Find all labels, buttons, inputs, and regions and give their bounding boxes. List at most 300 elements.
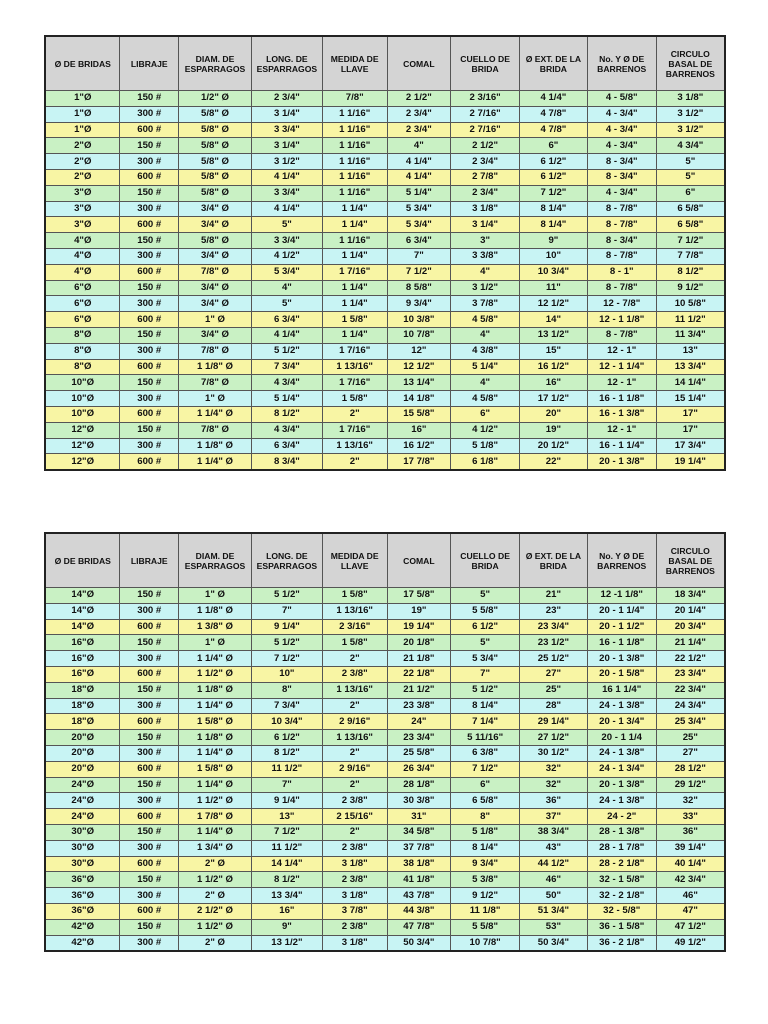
table-cell: 5"	[451, 635, 520, 651]
table-cell: 1 5/8"	[322, 588, 387, 604]
table-cell: 28 - 2 1/8"	[587, 856, 656, 872]
table-cell: 7/8" Ø	[179, 343, 252, 359]
table-cell: 11 1/2"	[251, 761, 322, 777]
header-cell: CIRCULO BASAL DE BARRENOS	[656, 36, 725, 91]
table-cell: 1"Ø	[45, 91, 120, 107]
table-cell: 2 1/2" Ø	[179, 903, 252, 919]
table-cell: 2"	[322, 651, 387, 667]
table-cell: 32 - 1 5/8"	[587, 872, 656, 888]
table-cell: 3 1/4"	[251, 138, 322, 154]
table-cell: 300 #	[120, 154, 179, 170]
table-cell: 300 #	[120, 698, 179, 714]
table-cell: 50 3/4"	[387, 935, 451, 951]
table-cell: 1 1/4"	[322, 201, 387, 217]
table-cell: 8 1/4"	[451, 840, 520, 856]
table-cell: 10"Ø	[45, 375, 120, 391]
table-cell: 24 - 2"	[587, 809, 656, 825]
table-cell: 12 - 1"	[587, 375, 656, 391]
table-cell: 28 - 1 7/8"	[587, 840, 656, 856]
table-cell: 40 1/4"	[656, 856, 725, 872]
table-cell: 1 1/4"	[322, 280, 387, 296]
table-cell: 1 1/8" Ø	[179, 603, 252, 619]
table-cell: 300 #	[120, 651, 179, 667]
table-cell: 5 3/4"	[251, 264, 322, 280]
table-cell: 4 - 3/4"	[587, 106, 656, 122]
table-cell: 29 1/2"	[656, 777, 725, 793]
table-row	[45, 201, 725, 217]
table-cell: 5 1/4"	[387, 185, 451, 201]
table-cell: 13 1/4"	[387, 375, 451, 391]
table-cell: 600 #	[120, 122, 179, 138]
table-cell: 18 3/4"	[656, 588, 725, 604]
table-cell: 2" Ø	[179, 888, 252, 904]
table-cell: 15 1/4"	[656, 391, 725, 407]
table-cell: 600 #	[120, 619, 179, 635]
table-cell: 36"	[520, 793, 588, 809]
table-cell: 27"	[520, 666, 588, 682]
table-cell: 4 5/8"	[451, 391, 520, 407]
table-cell: 24"Ø	[45, 777, 120, 793]
table-cell: 2 3/4"	[387, 106, 451, 122]
table-cell: 4 1/2"	[451, 422, 520, 438]
table-cell: 300 #	[120, 248, 179, 264]
table-cell: 4"Ø	[45, 264, 120, 280]
table-cell: 6"	[520, 138, 588, 154]
table-cell: 2 3/8"	[322, 666, 387, 682]
table-cell: 2 15/16"	[322, 809, 387, 825]
header-cell: LONG. DE ESPARRAGOS	[251, 36, 322, 91]
table-cell: 1 1/4" Ø	[179, 651, 252, 667]
header-cell: Ø EXT. DE LA BRIDA	[520, 533, 588, 588]
table-cell: 600 #	[120, 809, 179, 825]
table-cell: 150 #	[120, 872, 179, 888]
flange-table-2	[44, 532, 726, 952]
table-cell: 6 3/4"	[251, 438, 322, 454]
table-cell: 33"	[656, 809, 725, 825]
table-cell: 17 7/8"	[387, 454, 451, 470]
table-cell: 8 - 3/4"	[587, 233, 656, 249]
table-cell: 28 1/2"	[656, 761, 725, 777]
table-cell: 12 1/2"	[520, 296, 588, 312]
table-cell: 4 1/4"	[251, 327, 322, 343]
table-cell: 38 3/4"	[520, 824, 588, 840]
table-cell: 300 #	[120, 888, 179, 904]
table-cell: 8 1/2"	[251, 745, 322, 761]
table-cell: 17"	[656, 406, 725, 422]
table-cell: 2"	[322, 745, 387, 761]
table-row	[45, 809, 725, 825]
table-cell: 6"Ø	[45, 296, 120, 312]
table-cell: 22 3/4"	[656, 682, 725, 698]
table-cell: 150 #	[120, 233, 179, 249]
table-cell: 23 3/4"	[387, 730, 451, 746]
table-cell: 3 1/8"	[656, 91, 725, 107]
table-cell: 1 13/16"	[322, 603, 387, 619]
table-cell: 4 - 3/4"	[587, 122, 656, 138]
table-cell: 3/4" Ø	[179, 248, 252, 264]
table-row	[45, 919, 725, 935]
table-cell: 18"Ø	[45, 714, 120, 730]
table-cell: 8 1/2"	[251, 872, 322, 888]
table-cell: 5 1/8"	[451, 824, 520, 840]
table-cell: 3/4" Ø	[179, 280, 252, 296]
table-cell: 4 3/8"	[451, 343, 520, 359]
table-cell: 2" Ø	[179, 935, 252, 951]
table-row	[45, 406, 725, 422]
table-cell: 6"	[451, 777, 520, 793]
table-cell: 27 1/2"	[520, 730, 588, 746]
table-cell: 10 3/4"	[520, 264, 588, 280]
table-cell: 12"Ø	[45, 422, 120, 438]
table-cell: 3"	[451, 233, 520, 249]
table-cell: 7 1/4"	[451, 714, 520, 730]
table-row	[45, 138, 725, 154]
table-cell: 21 1/8"	[387, 651, 451, 667]
table-cell: 10"	[251, 666, 322, 682]
table-cell: 4 3/4"	[251, 422, 322, 438]
table-row	[45, 106, 725, 122]
table-cell: 4 1/4"	[251, 201, 322, 217]
table-cell: 4 3/4"	[656, 138, 725, 154]
table-cell: 1" Ø	[179, 588, 252, 604]
table-cell: 16 1/2"	[387, 438, 451, 454]
header-cell: LONG. DE ESPARRAGOS	[251, 533, 322, 588]
table-cell: 1 13/16"	[322, 682, 387, 698]
table-cell: 25 1/2"	[520, 651, 588, 667]
table-row	[45, 454, 725, 470]
table-row	[45, 91, 725, 107]
table-cell: 13 3/4"	[656, 359, 725, 375]
table-cell: 14"Ø	[45, 619, 120, 635]
table-cell: 600 #	[120, 264, 179, 280]
table-cell: 6 1/8"	[451, 454, 520, 470]
table-cell: 29 1/4"	[520, 714, 588, 730]
table-cell: 20"Ø	[45, 761, 120, 777]
table-cell: 3 1/4"	[251, 106, 322, 122]
table-cell: 37"	[520, 809, 588, 825]
table-cell: 14"Ø	[45, 603, 120, 619]
table-row	[45, 793, 725, 809]
table-cell: 4 7/8"	[520, 122, 588, 138]
table-cell: 2"	[322, 698, 387, 714]
table-cell: 10 3/4"	[251, 714, 322, 730]
table-cell: 600 #	[120, 359, 179, 375]
table-cell: 1 5/8" Ø	[179, 714, 252, 730]
table-cell: 3 3/8"	[451, 248, 520, 264]
table-row	[45, 856, 725, 872]
table-cell: 26 3/4"	[387, 761, 451, 777]
table-cell: 34 5/8"	[387, 824, 451, 840]
table-cell: 30"Ø	[45, 840, 120, 856]
table-cell: 2 3/16"	[322, 619, 387, 635]
table-cell: 3 3/4"	[251, 233, 322, 249]
table-row	[45, 296, 725, 312]
table-row	[45, 375, 725, 391]
table-cell: 19"	[520, 422, 588, 438]
table-row	[45, 185, 725, 201]
table-cell: 1 1/16"	[322, 185, 387, 201]
table-row	[45, 682, 725, 698]
table-cell: 30"Ø	[45, 856, 120, 872]
table-row	[45, 666, 725, 682]
table-cell: 43 7/8"	[387, 888, 451, 904]
table-row	[45, 169, 725, 185]
table-cell: 3 1/8"	[322, 856, 387, 872]
table-cell: 50"	[520, 888, 588, 904]
table-cell: 13"	[656, 343, 725, 359]
table-cell: 12 - 1 1/8"	[587, 312, 656, 328]
table-cell: 5/8" Ø	[179, 169, 252, 185]
table-cell: 7/8" Ø	[179, 375, 252, 391]
table-cell: 5"	[451, 588, 520, 604]
table-cell: 5 1/2"	[251, 635, 322, 651]
table-cell: 300 #	[120, 106, 179, 122]
table-cell: 15 5/8"	[387, 406, 451, 422]
table-cell: 9 1/2"	[451, 888, 520, 904]
table-cell: 16"	[520, 375, 588, 391]
table-cell: 5/8" Ø	[179, 122, 252, 138]
flange-spec-table-2	[44, 532, 726, 952]
table-cell: 18"Ø	[45, 698, 120, 714]
table-cell: 16"Ø	[45, 651, 120, 667]
table-cell: 7"	[451, 666, 520, 682]
table-cell: 16 - 1 3/8"	[587, 406, 656, 422]
table-row	[45, 698, 725, 714]
table-cell: 3 1/4"	[451, 217, 520, 233]
table-cell: 42"Ø	[45, 935, 120, 951]
table-cell: 5/8" Ø	[179, 233, 252, 249]
table-cell: 4 1/2"	[251, 248, 322, 264]
table-row	[45, 264, 725, 280]
table-cell: 1 1/4" Ø	[179, 454, 252, 470]
table-cell: 19"	[387, 603, 451, 619]
table-cell: 20 - 1 3/8"	[587, 454, 656, 470]
table-cell: 2 3/16"	[451, 91, 520, 107]
table-cell: 7"	[387, 248, 451, 264]
table-cell: 46"	[656, 888, 725, 904]
table-cell: 2 7/16"	[451, 106, 520, 122]
table-cell: 1 7/16"	[322, 264, 387, 280]
table-cell: 5 3/4"	[387, 217, 451, 233]
table-cell: 1 13/16"	[322, 438, 387, 454]
table-cell: 20"Ø	[45, 730, 120, 746]
table-cell: 1 1/2" Ø	[179, 872, 252, 888]
table-cell: 23 3/4"	[520, 619, 588, 635]
table-cell: 13"	[251, 809, 322, 825]
table-cell: 7"	[251, 777, 322, 793]
table-cell: 32 - 5/8"	[587, 903, 656, 919]
table-cell: 7/8" Ø	[179, 422, 252, 438]
table-row	[45, 651, 725, 667]
table-row	[45, 603, 725, 619]
table-cell: 2"	[322, 454, 387, 470]
table-cell: 3 3/4"	[251, 185, 322, 201]
table-cell: 600 #	[120, 666, 179, 682]
table-cell: 12 -1 1/8"	[587, 588, 656, 604]
table-cell: 600 #	[120, 903, 179, 919]
table-cell: 2" Ø	[179, 856, 252, 872]
table-cell: 11 1/2"	[656, 312, 725, 328]
table-cell: 41 1/8"	[387, 872, 451, 888]
table-cell: 20 1/2"	[520, 438, 588, 454]
table-cell: 150 #	[120, 730, 179, 746]
table-cell: 4"	[451, 375, 520, 391]
table-cell: 24"	[387, 714, 451, 730]
table-cell: 600 #	[120, 169, 179, 185]
table-cell: 2 9/16"	[322, 761, 387, 777]
table-cell: 6 5/8"	[656, 201, 725, 217]
table-cell: 50 3/4"	[520, 935, 588, 951]
header-cell: DIAM. DE ESPARRAGOS	[179, 533, 252, 588]
table-cell: 31"	[387, 809, 451, 825]
table-cell: 2 3/4"	[387, 122, 451, 138]
table-cell: 47 1/2"	[656, 919, 725, 935]
table-cell: 8 - 7/8"	[587, 248, 656, 264]
table-cell: 5 1/2"	[451, 682, 520, 698]
table-cell: 11 3/4"	[656, 327, 725, 343]
table-cell: 5 11/16"	[451, 730, 520, 746]
table-cell: 8 5/8"	[387, 280, 451, 296]
table-cell: 1 1/8" Ø	[179, 359, 252, 375]
table-cell: 6"	[451, 406, 520, 422]
table-cell: 16"	[251, 903, 322, 919]
table-cell: 12 - 1"	[587, 343, 656, 359]
table-cell: 5 1/4"	[451, 359, 520, 375]
table-cell: 11 1/2"	[251, 840, 322, 856]
header-cell: MEDIDA DE LLAVE	[322, 36, 387, 91]
table-cell: 3 3/4"	[251, 122, 322, 138]
flange-table-1	[44, 35, 726, 471]
table-cell: 20 1/4"	[656, 603, 725, 619]
table-cell: 1 13/16"	[322, 730, 387, 746]
table-cell: 10 7/8"	[387, 327, 451, 343]
table-cell: 5 3/8"	[451, 872, 520, 888]
table-cell: 5"	[656, 154, 725, 170]
table-cell: 24"Ø	[45, 809, 120, 825]
table-cell: 44 1/2"	[520, 856, 588, 872]
table-cell: 18"Ø	[45, 682, 120, 698]
table-cell: 600 #	[120, 856, 179, 872]
table-cell: 12 - 7/8"	[587, 296, 656, 312]
table-cell: 7 3/4"	[251, 359, 322, 375]
table-cell: 32"	[520, 777, 588, 793]
table-cell: 22"	[520, 454, 588, 470]
table-cell: 36"Ø	[45, 888, 120, 904]
table-cell: 1 3/8" Ø	[179, 619, 252, 635]
table-cell: 7 1/2"	[451, 761, 520, 777]
table-cell: 53"	[520, 919, 588, 935]
table-cell: 44 3/8"	[387, 903, 451, 919]
table-cell: 8"	[251, 682, 322, 698]
table-cell: 8 - 7/8"	[587, 280, 656, 296]
table-cell: 5/8" Ø	[179, 185, 252, 201]
table-cell: 51 3/4"	[520, 903, 588, 919]
table-cell: 1 3/4" Ø	[179, 840, 252, 856]
table-cell: 21 1/4"	[656, 635, 725, 651]
table-cell: 43"	[520, 840, 588, 856]
table-cell: 1 1/2" Ø	[179, 793, 252, 809]
table-cell: 32"	[656, 793, 725, 809]
table-cell: 17 3/4"	[656, 438, 725, 454]
table-cell: 9 1/2"	[656, 280, 725, 296]
table-cell: 10"Ø	[45, 406, 120, 422]
table-cell: 20"Ø	[45, 745, 120, 761]
table-cell: 5 5/8"	[451, 603, 520, 619]
table-cell: 9"	[251, 919, 322, 935]
table-cell: 3 1/8"	[451, 201, 520, 217]
table-cell: 42 3/4"	[656, 872, 725, 888]
table-cell: 300 #	[120, 438, 179, 454]
table-cell: 10 3/8"	[387, 312, 451, 328]
table-cell: 5"	[251, 217, 322, 233]
table-cell: 2"	[322, 824, 387, 840]
table-cell: 1 7/16"	[322, 422, 387, 438]
table-cell: 12 1/2"	[387, 359, 451, 375]
table-cell: 3 1/8"	[322, 888, 387, 904]
table-cell: 2 3/4"	[451, 154, 520, 170]
table-cell: 1 1/8" Ø	[179, 438, 252, 454]
table-cell: 20 - 1 5/8"	[587, 666, 656, 682]
table-cell: 150 #	[120, 375, 179, 391]
table-row	[45, 903, 725, 919]
table-cell: 1 5/8"	[322, 312, 387, 328]
table-cell: 23 3/8"	[387, 698, 451, 714]
table-cell: 1 1/16"	[322, 154, 387, 170]
table-cell: 3 1/8"	[322, 935, 387, 951]
table-cell: 6 1/2"	[520, 154, 588, 170]
table-cell: 150 #	[120, 327, 179, 343]
table-cell: 8"	[451, 809, 520, 825]
table-cell: 1/2" Ø	[179, 91, 252, 107]
table-cell: 3/4" Ø	[179, 327, 252, 343]
table-cell: 7/8" Ø	[179, 264, 252, 280]
table-cell: 6 1/2"	[451, 619, 520, 635]
table-cell: 1 7/8" Ø	[179, 809, 252, 825]
table-cell: 1 5/8"	[322, 391, 387, 407]
table-cell: 10"	[520, 248, 588, 264]
table-cell: 5"	[656, 169, 725, 185]
table-cell: 4 7/8"	[520, 106, 588, 122]
table-cell: 5/8" Ø	[179, 138, 252, 154]
table-cell: 4"	[251, 280, 322, 296]
table-cell: 22 1/8"	[387, 666, 451, 682]
table-cell: 4"	[451, 264, 520, 280]
table-cell: 3/4" Ø	[179, 217, 252, 233]
table-cell: 2"Ø	[45, 154, 120, 170]
table-row	[45, 777, 725, 793]
table-cell: 300 #	[120, 840, 179, 856]
table-cell: 6 3/4"	[251, 312, 322, 328]
table-cell: 150 #	[120, 919, 179, 935]
table-cell: 9"	[520, 233, 588, 249]
table-cell: 16 - 1 1/8"	[587, 635, 656, 651]
table-cell: 12 - 1"	[587, 422, 656, 438]
table-cell: 300 #	[120, 343, 179, 359]
table-cell: 19 1/4"	[387, 619, 451, 635]
table-cell: 17 1/2"	[520, 391, 588, 407]
table-cell: 1 1/16"	[322, 106, 387, 122]
table-cell: 4"Ø	[45, 233, 120, 249]
table-cell: 25"	[520, 682, 588, 698]
table-cell: 150 #	[120, 588, 179, 604]
table-row	[45, 745, 725, 761]
table-cell: 300 #	[120, 935, 179, 951]
table-cell: 2 3/8"	[322, 872, 387, 888]
table-cell: 16 1/2"	[520, 359, 588, 375]
table-cell: 1 1/2" Ø	[179, 919, 252, 935]
table-cell: 6 1/2"	[251, 730, 322, 746]
table-cell: 20 - 1 1/2"	[587, 619, 656, 635]
